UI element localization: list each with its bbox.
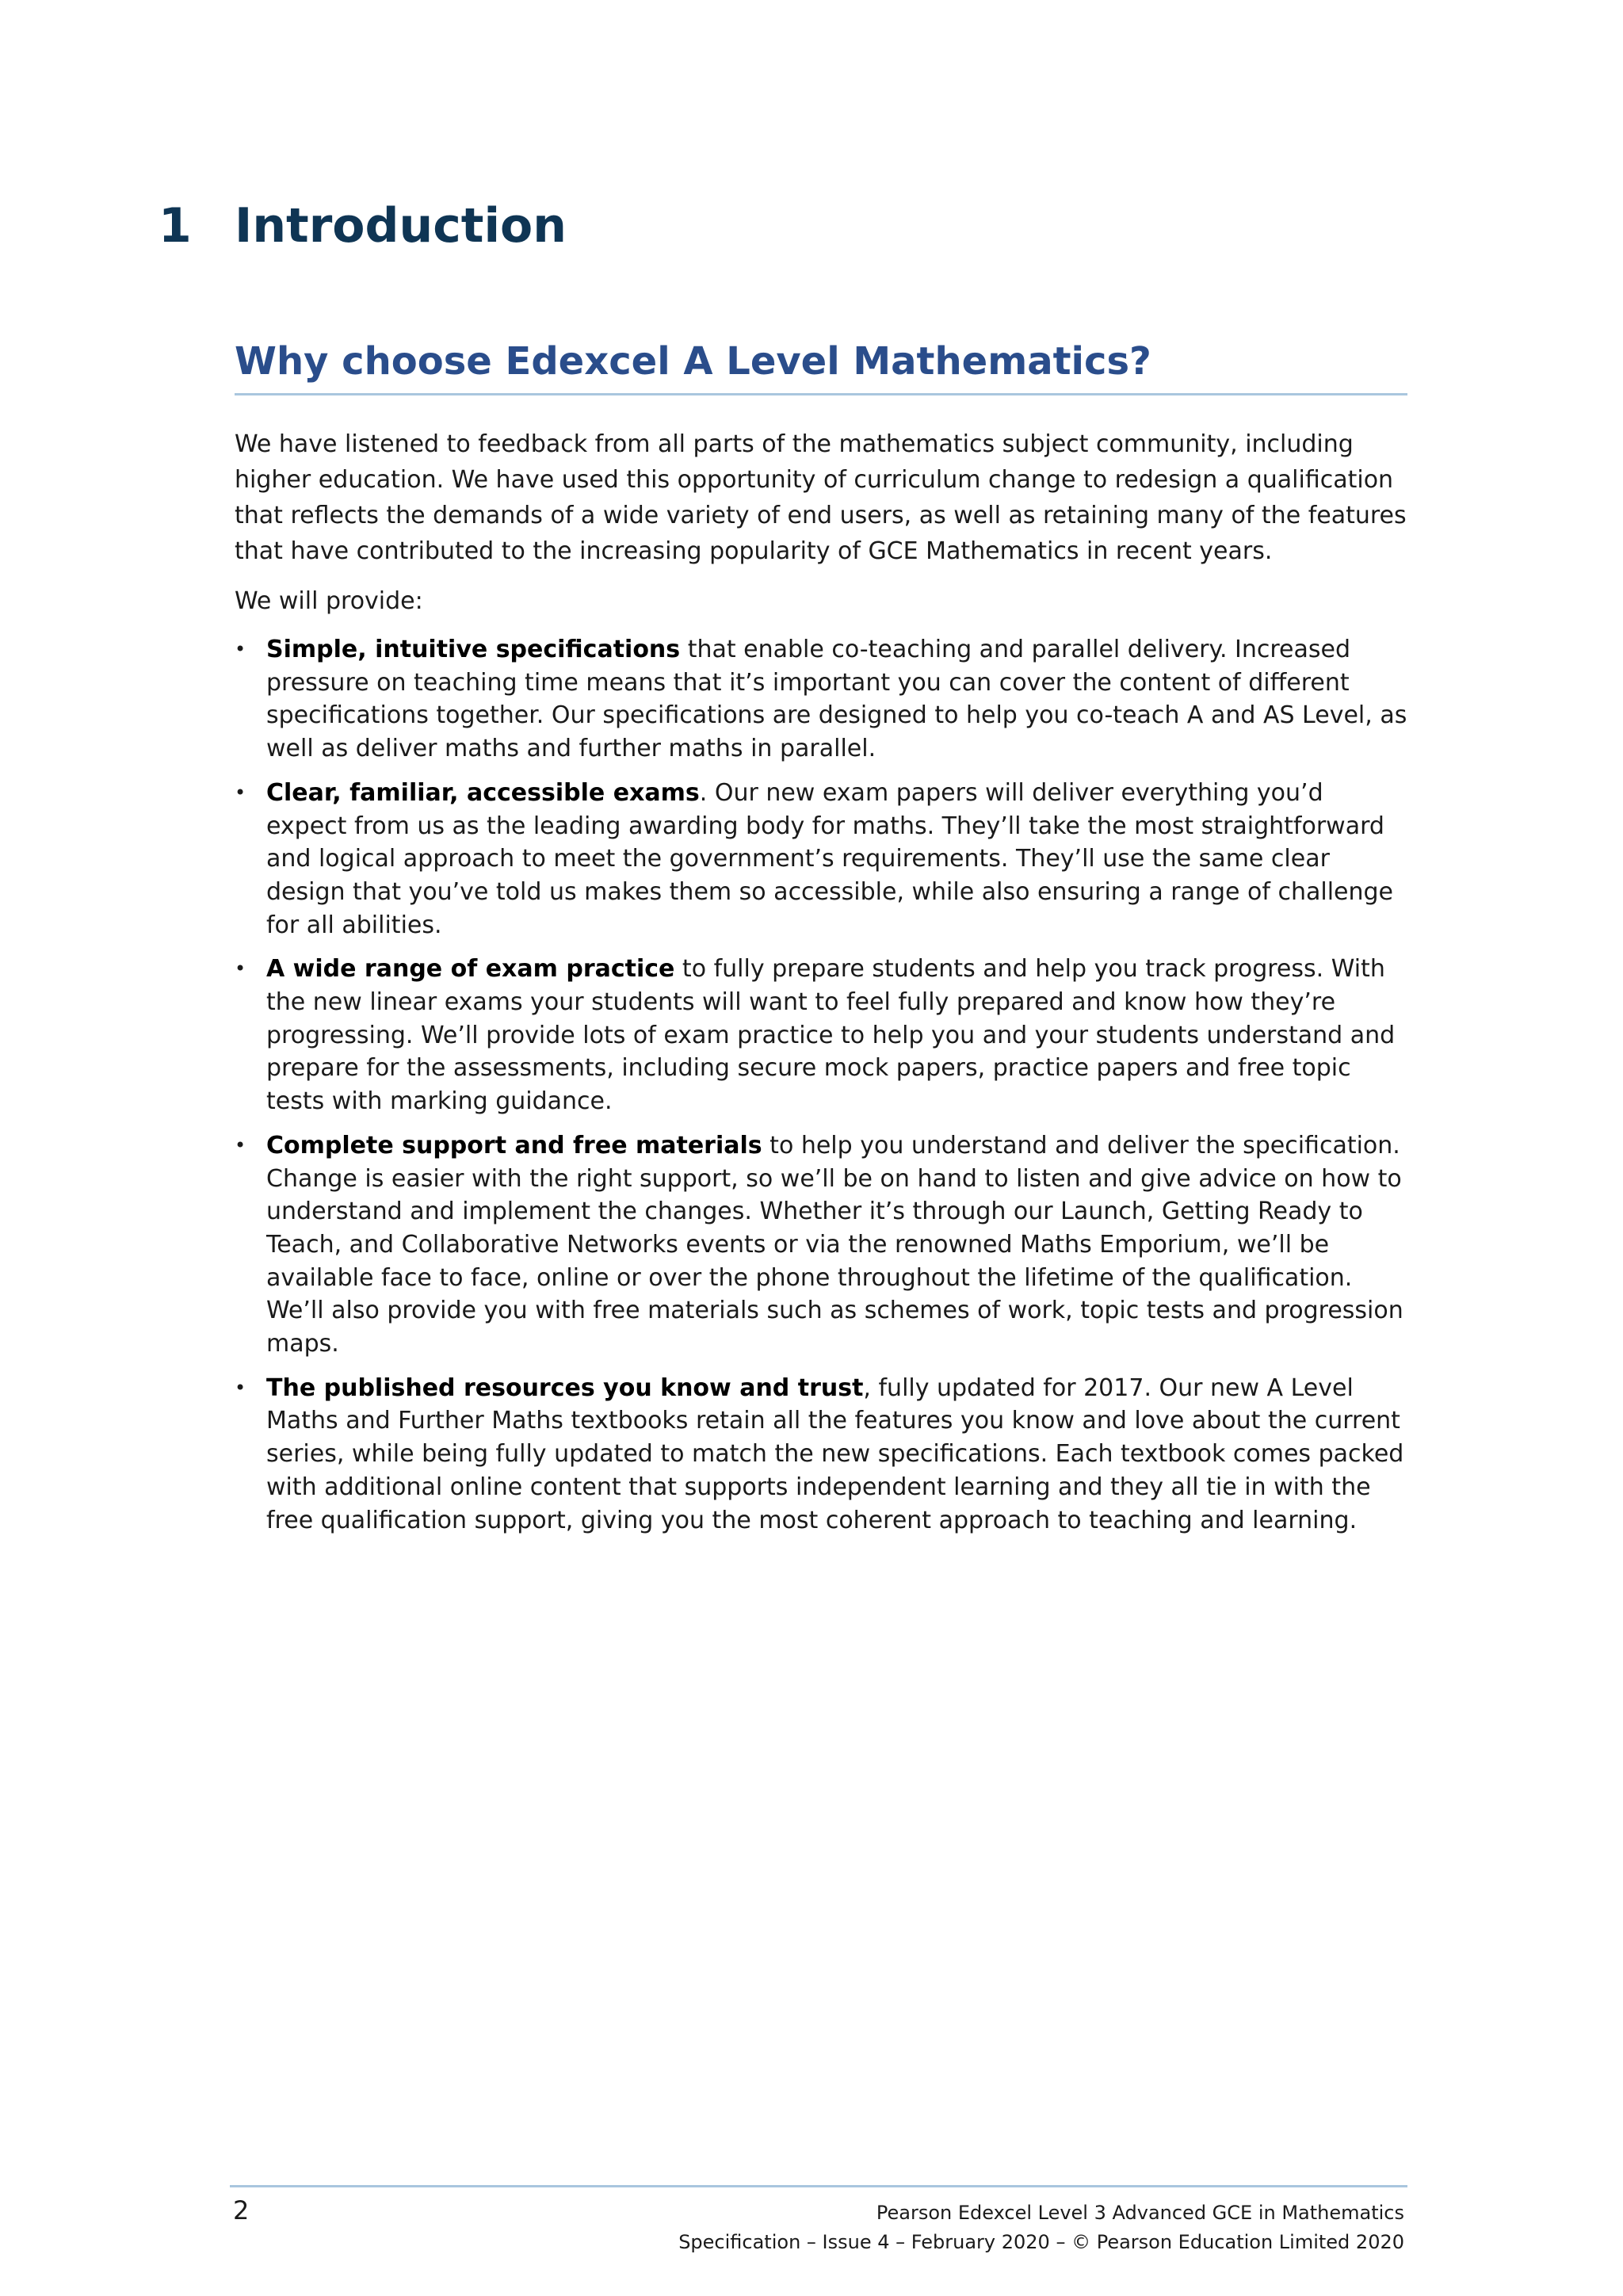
list-item [235,953,1407,1118]
bullet-text: that enable co-teaching and parallel delivery. Increased pressure on teaching time means that it’s important you can cover the content of different specifications together. Our specifications are designed to help you co-teach A and AS Level, as well as deliver maths and further maths in parallel. [266,636,1407,763]
page-number: 2 [233,2195,250,2225]
list-item [235,1372,1407,1538]
footer-line-2: Specification – Issue 4 – February 2020 – © Pearson Education Limited 2020 [678,2231,1404,2253]
bullet-text: to help you understand and deliver the specification. Change is easier with the right support, so we’ll be on hand to listen and give advice on how to understand and implement the changes. Whether it’s through our Launch, Getting Ready to Teach, and Collaborative Networks events or via the renowned Maths Emporium, we’ll be available face to face, online or over the phone throughout the lifetime of the qualification. We’ll also provide you with free materials such as schemes of work, topic tests and progression maps. [266,1131,1403,1358]
bullet-heading: Complete support and free materials [266,1131,762,1159]
section-heading: Why choose Edexcel A Level Mathematics? [235,339,1407,395]
chapter-heading [158,198,567,254]
chapter-number: 1 [158,198,192,254]
bullet-text: to fully prepare students and help you track progress. With the new linear exams your students will want to feel fully prepared and know how they’re progressing. We’ll provide lots of exam practice to help you and your students understand and prepare for the assessments, including secure mock papers, practice papers and free topic tests with marking guidance. [266,955,1396,1116]
footer-line-1: Pearson Edexcel Level 3 Advanced GCE in Mathematics [876,2202,1404,2224]
list-item [235,633,1407,766]
bullet-heading: Simple, intuitive specifications [266,636,681,663]
bullet-icon: • [235,638,246,660]
body-content [235,426,1407,1548]
benefits-list [235,633,1407,1537]
bullet-icon: • [235,781,246,804]
bullet-icon: • [235,1133,246,1156]
bullet-heading: A wide range of exam practice [266,955,675,984]
bullet-text: , fully updated for 2017. Our new A Level Maths and Further Maths textbooks retain all the features you know and love about the current series, while being fully updated to match the new specifications. Each textbook comes packed with additional online content that supports independent learning and they all tie in with the free qualification support, giving you the most coherent approach to teaching and learning. [266,1373,1404,1534]
list-item [235,1129,1407,1361]
footer-divider [230,2185,1407,2187]
intro-paragraph: We have listened to feedback from all parts of the mathematics subject community, including higher education. We have used this opportunity of curriculum change to redesign a qualification that reflects the demands of a wide variety of end users, as well as retaining many of the features that have contributed to the increasing popularity of GCE Mathematics in recent years. [235,430,1407,565]
chapter-title: Introduction [235,198,567,254]
bullet-icon: • [235,957,246,980]
bullet-heading: Clear, familiar, accessible exams [266,778,700,807]
footer-info [678,2199,1404,2257]
bullet-text: . Our new exam papers will deliver everything you’d expect from us as the leading awarding body for maths. They’ll take the most straightforward and logical approach to meet the government’s requirements. They’ll use the same clear design that you’ve told us makes them so accessible, while also ensuring a range of challenge for all abilities. [266,778,1394,939]
bullet-heading: The published resources you know and trust [266,1373,864,1402]
bullet-icon: • [235,1376,246,1399]
list-item [235,777,1407,942]
provide-label: We will provide: [235,587,423,615]
